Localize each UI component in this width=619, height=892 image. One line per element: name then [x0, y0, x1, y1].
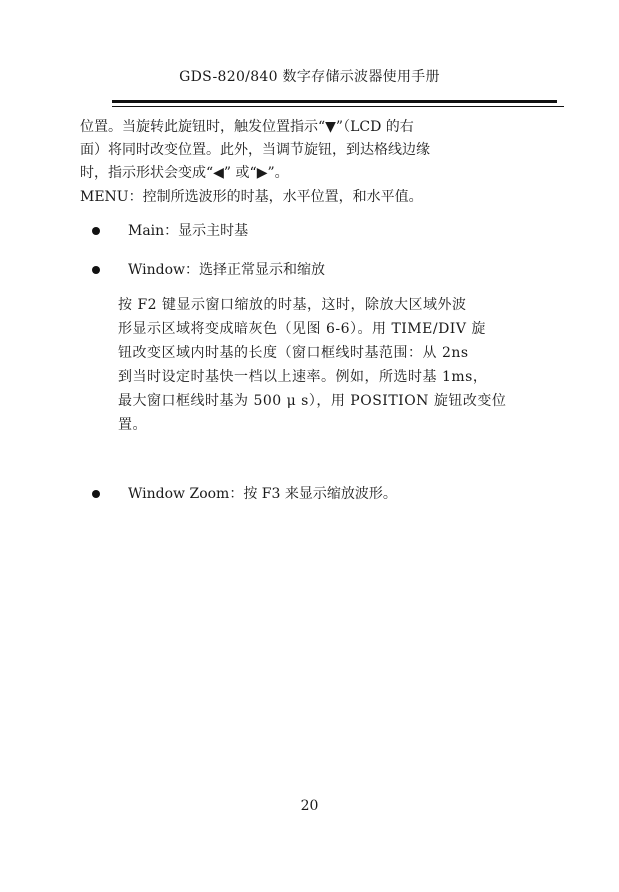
menu-line: MENU：控制所选波形的时基，水平位置，和水平值。: [80, 189, 423, 205]
window-desc-line-5: 最大窗口框线时基为 500 μ s），用 POSITION 旋钮改变位: [118, 393, 507, 409]
bullet-window: Window：选择正常显示和缩放: [128, 262, 326, 278]
window-desc-line-2: 形显示区域将变成暗灰色（见图 6-6）。用 TIME/DIV 旋: [118, 321, 486, 337]
bullet-window-zoom: Window Zoom：按 F3 来显示缩放波形。: [128, 486, 397, 502]
window-desc-line-4: 到当时设定时基快一档以上速率。例如，所选时基 1ms，: [118, 369, 488, 385]
window-desc-line-3: 钮改变区域内时基的长度（窗口框线时基范围：从 2ns: [118, 345, 469, 361]
intro-line-3: 时，指示形状会变成“◀” 或“▶”。: [80, 165, 289, 181]
intro-paragraph: [80, 116, 520, 185]
page-header: GDS-820/840 数字存储示波器使用手册: [179, 69, 440, 85]
header-rule-thick: [112, 100, 557, 103]
bullet-dot-main: [92, 227, 100, 235]
window-desc-line-1: 按 F2 键显示窗口缩放的时基，这时，除放大区域外波: [118, 297, 467, 313]
intro-line-2: 面）将同时改变位置。此外，当调节旋钮，到达格线边缘: [80, 142, 430, 158]
header-rule-thin: [112, 106, 564, 107]
intro-line-1: 位置。当旋转此旋钮时，触发位置指示“▼”（LCD 的右: [80, 119, 414, 135]
window-desc-line-6: 置。: [118, 417, 147, 433]
bullet-main: Main：显示主时基: [128, 223, 249, 239]
bullet-dot-window-zoom: [92, 490, 100, 498]
page-number: 20: [300, 798, 319, 814]
bullet-dot-window: [92, 266, 100, 274]
window-description: [118, 293, 526, 437]
